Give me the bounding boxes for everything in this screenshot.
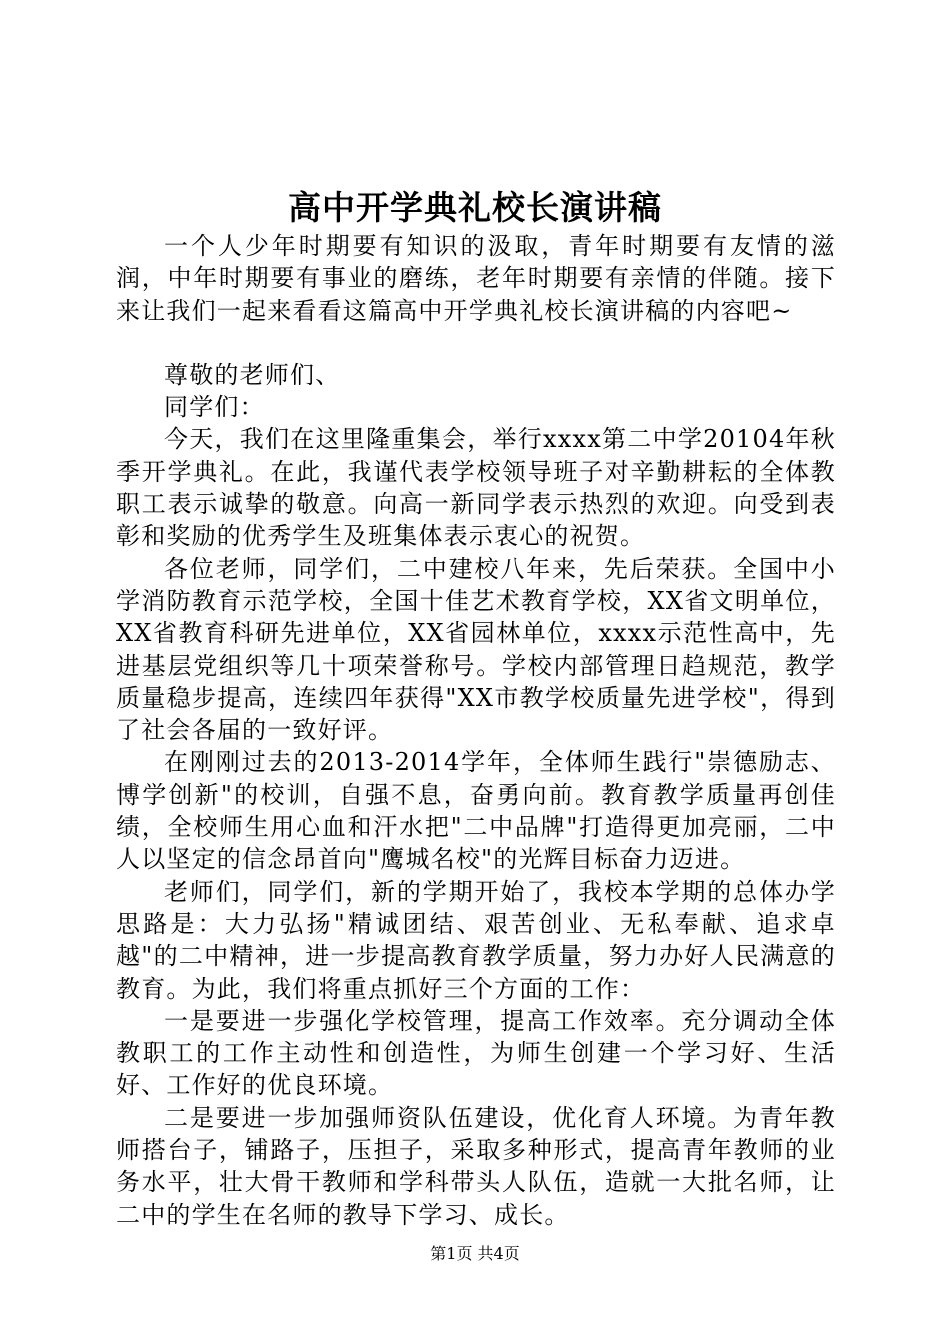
body-paragraph: 一是要进一步强化学校管理，提高工作效率。充分调动全体教职工的工作主动性和创造性，为师生创建一个学习好、生活好、工作好的优良环境。 bbox=[116, 1006, 836, 1100]
salutation-students: 同学们： bbox=[164, 393, 265, 422]
body-paragraph: 今天，我们在这里隆重集会，举行xxxx第二中学20104年秋季开学典礼。在此，我谨代表学校领导班子对辛勤耕耘的全体教职工表示诚挚的敬意。向高一新同学表示热烈的欢迎。向受到表彰和奖励的优秀学生及班集体表示衷心的祝贺。 bbox=[116, 425, 836, 551]
body-paragraph: 各位老师，同学们，二中建校八年来，先后荣获。全国中小学消防教育示范学校，全国十佳艺术教育学校，XX省文明单位，XX省教育科研先进单位，XX省园林单位，xxxx示范性高中，先进基层党组织等几十项荣誉称号。学校内部管理日趋规范，教学质量稳步提高，连续四年获得"XX市教学校质量先进学校"，得到了社会各届的一致好评。 bbox=[116, 554, 836, 745]
salutation-teachers: 尊敬的老师们、 bbox=[164, 360, 341, 389]
intro-paragraph: 一个人少年时期要有知识的汲取，青年时期要有友情的滋润，中年时期要有事业的磨练，老年时期要有亲情的伴随。接下来让我们一起来看看这篇高中开学典礼校长演讲稿的内容吧~ bbox=[116, 232, 836, 325]
page-number-footer: 第1页 共4页 bbox=[430, 1244, 520, 1263]
body-paragraph: 二是要进一步加强师资队伍建设，优化育人环境。为青年教师搭台子，铺路子，压担子，采取多种形式，提高青年教师的业务水平，壮大骨干教师和学科带头人队伍，造就一大批名师，让二中的学生在名师的教导下学习、成长。 bbox=[116, 1103, 836, 1229]
body-paragraph: 老师们，同学们，新的学期开始了，我校本学期的总体办学思路是：大力弘扬"精诚团结、艰苦创业、无私奉献、追求卓越"的二中精神，进一步提高教育教学质量，努力办好人民满意的教育。为此，我们将重点抓好三个方面的工作： bbox=[116, 877, 836, 1003]
document-title: 高中开学典礼校长演讲稿 bbox=[288, 188, 662, 227]
document-body bbox=[116, 230, 836, 1231]
body-paragraph: 在刚刚过去的2013-2014学年，全体师生践行"崇德励志、博学创新"的校训，自强不息，奋勇向前。教育教学质量再创佳绩，全校师生用心血和汗水把"二中品牌"打造得更加亮丽，二中人以坚定的信念昂首向"鹰城名校"的光辉目标奋力迈进。 bbox=[116, 748, 836, 874]
